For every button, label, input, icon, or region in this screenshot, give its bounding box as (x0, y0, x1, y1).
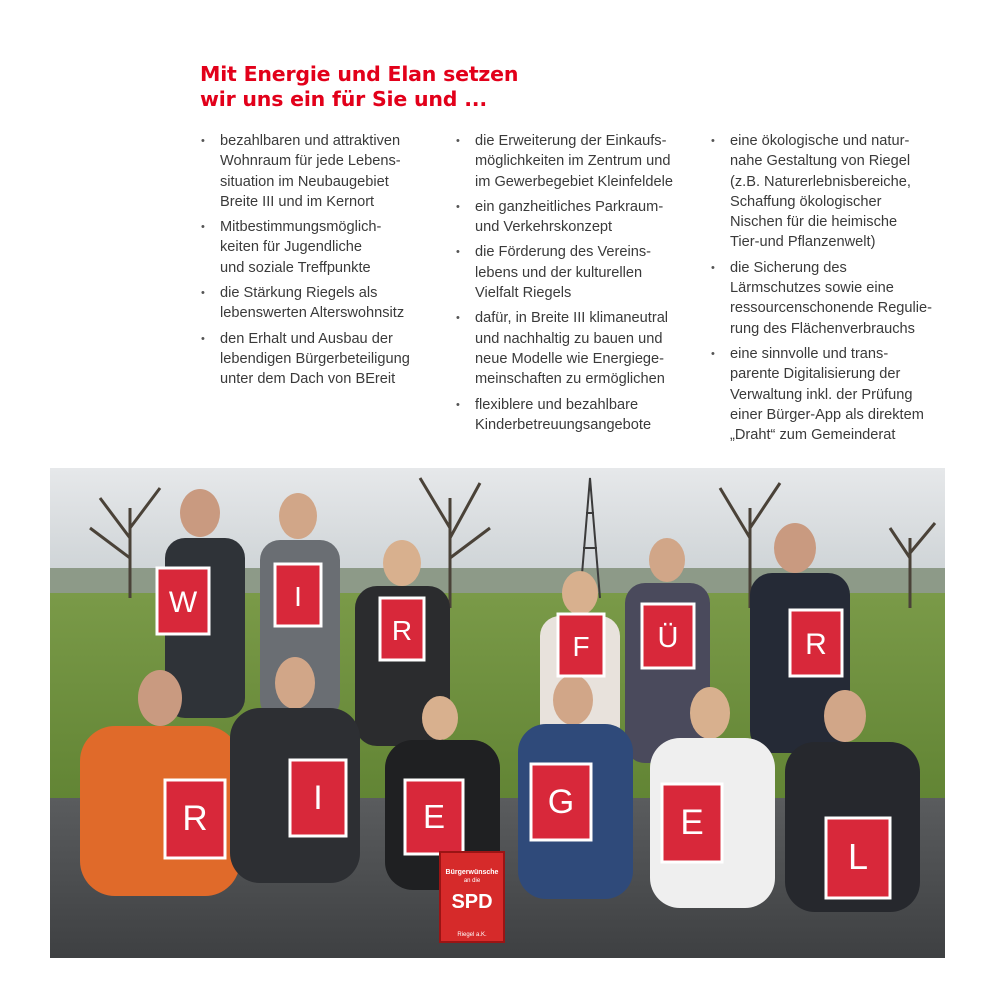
bullet-list-column-2 (455, 131, 710, 440)
list-item: • die Stärkung Riegels als lebenswerten Alterswohnsitz (200, 283, 450, 324)
letter-sign-bottom (165, 780, 225, 858)
letter-sign-top (558, 614, 604, 676)
list-item: • die Erweiterung der Einkaufs- möglichkeiten im Zentrum und im Gewerbegebiet Kleinfeldele (455, 131, 710, 192)
list-item: • eine sinnvolle und trans- parente Digitalisierung der Verwaltung inkl. der Prüfung einer Bürger-App als direktem „Draht“ zum Gemeinderat (710, 344, 960, 445)
wish-box (440, 852, 504, 942)
sign-letter: I (313, 779, 323, 817)
letter-sign-top (157, 568, 209, 634)
list-item: • die Sicherung des Lärmschutzes sowie eine ressourcenschonende Regulie- rung des Flächenverbrauchs (710, 258, 960, 339)
headline-line-2: wir uns ein für Sie und ... (200, 87, 487, 111)
wish-box-org: Riegel a.K. (457, 932, 487, 938)
letter-sign-bottom (531, 764, 591, 840)
sign-letter: G (547, 783, 575, 821)
sign-letter: R (182, 799, 208, 838)
letter-sign-bottom (662, 784, 722, 862)
headline (200, 62, 760, 112)
group-photo (50, 468, 945, 958)
bullet-list-column-1 (200, 131, 450, 395)
list-item: • eine ökologische und natur- nahe Gestaltung von Riegel (z.B. Naturerlebnisbereiche, Schaffung ökologischer Nischen für die heimische Tier-und Pflanzenwelt) (710, 131, 960, 253)
letter-signs (50, 468, 945, 958)
letter-sign-top (642, 604, 694, 668)
letter-sign-top (275, 564, 321, 626)
sign-letter: Ü (657, 622, 679, 654)
sign-letter: E (680, 803, 704, 842)
letter-sign-bottom (290, 760, 346, 836)
wish-box-label: Bürgerwünsche (445, 869, 499, 876)
list-item: • die Förderung des Vereins- lebens und der kulturellen Vielfalt Riegels (455, 242, 710, 303)
wish-box-sublabel: an die (463, 878, 481, 884)
letter-sign-bottom (826, 818, 890, 898)
sign-letter: F (572, 631, 590, 662)
sign-letter: E (422, 798, 446, 835)
sign-letter: I (294, 581, 302, 612)
sign-letter: L (847, 836, 869, 877)
bullet-list-column-3 (710, 131, 960, 450)
headline-line-1: Mit Energie und Elan setzen (200, 62, 519, 86)
wish-box-brand: SPD (451, 891, 493, 913)
sign-letter: R (805, 628, 827, 661)
list-item: • flexiblere und bezahlbare Kinderbetreuungsangebote (455, 395, 710, 436)
sign-letter: R (391, 615, 413, 646)
list-item: • dafür, in Breite III klimaneutral und nachhaltig zu bauen und neue Modelle wie Energiege- meinschaften zu ermöglichen (455, 308, 710, 389)
letter-sign-top (380, 598, 424, 660)
letter-sign-top (790, 610, 842, 676)
list-item: • Mitbestimmungsmöglich- keiten für Jugendliche und soziale Treffpunkte (200, 217, 450, 278)
list-item: • den Erhalt und Ausbau der lebendigen Bürgerbeteiligung unter dem Dach von BEreit (200, 329, 450, 390)
list-item: • ein ganzheitliches Parkraum- und Verkehrskonzept (455, 197, 710, 238)
list-item: • bezahlbaren und attraktiven Wohnraum für jede Lebens- situation im Neubaugebiet Breite III und im Kernort (200, 131, 450, 212)
sign-letter: W (168, 586, 198, 619)
letter-sign-bottom (405, 780, 463, 854)
